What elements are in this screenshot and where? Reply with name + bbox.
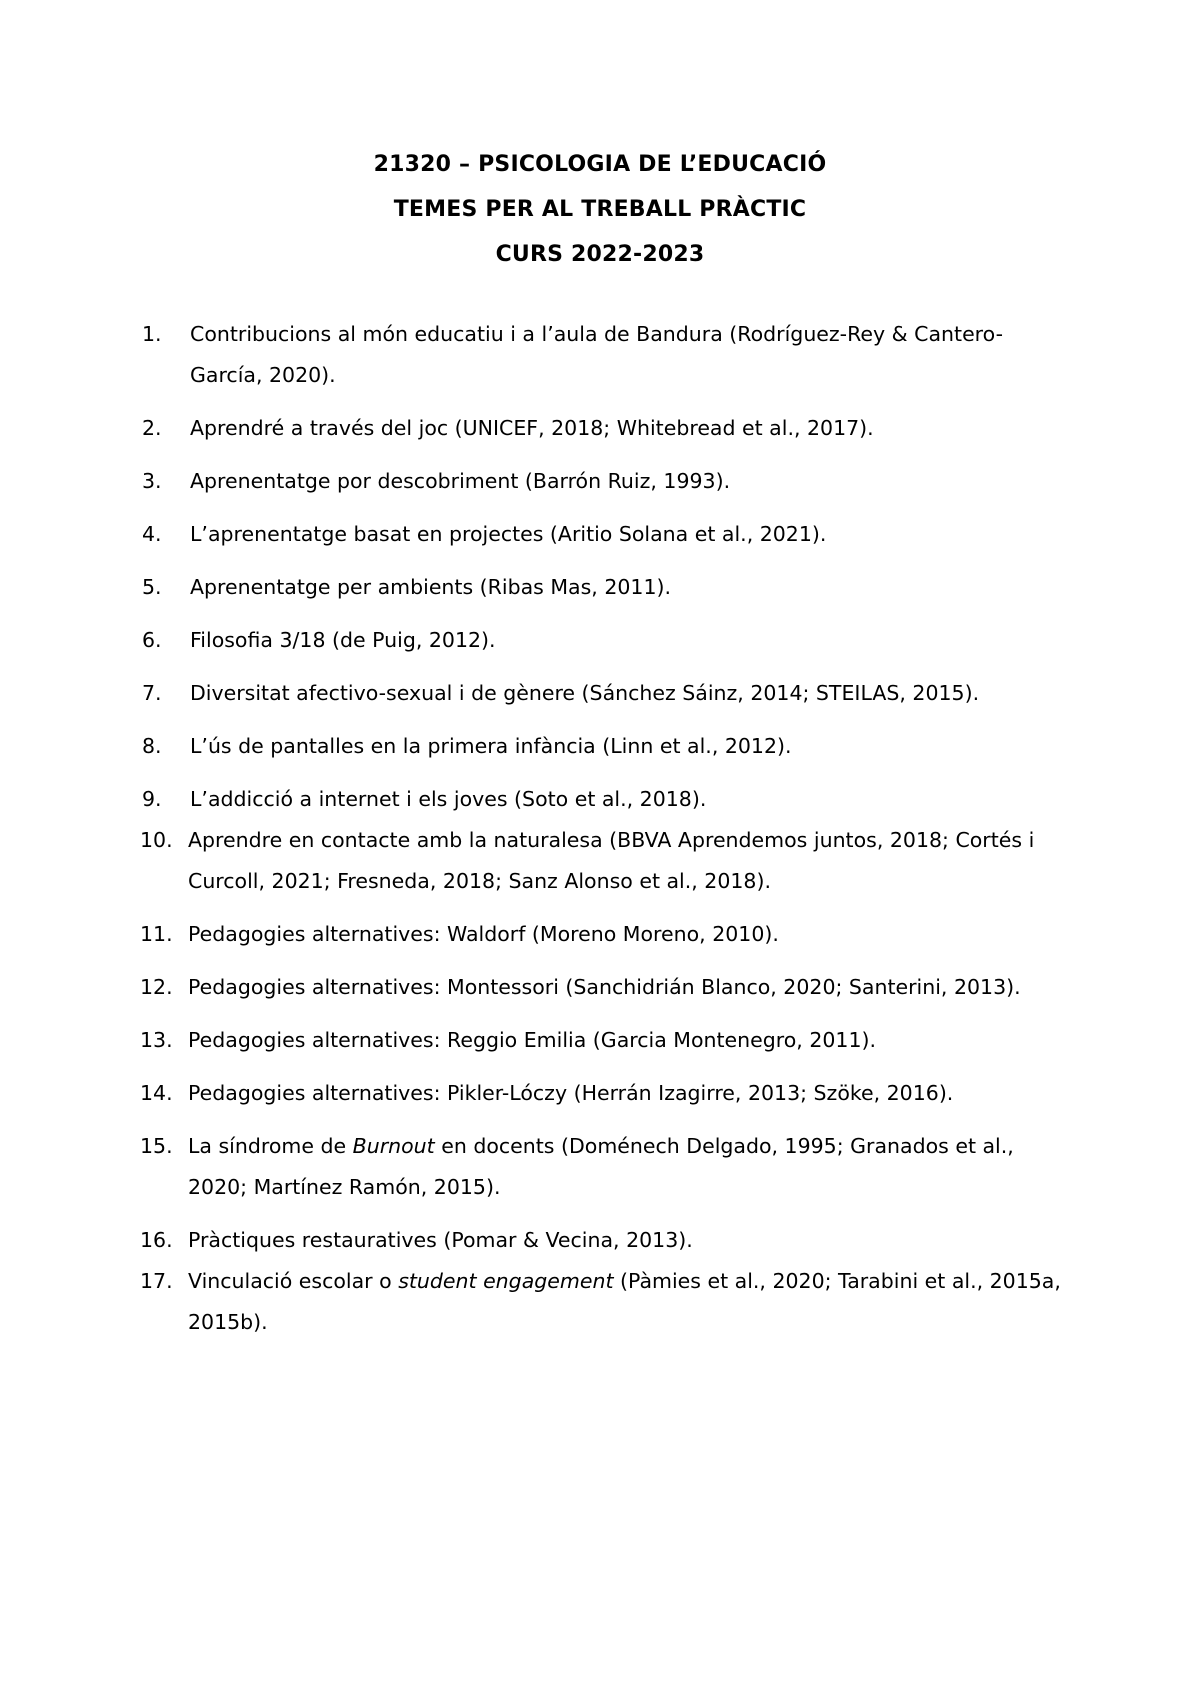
topic-number: 9.: [142, 787, 162, 811]
topic-text: Contribucions al món educatiu i a l’aula de Bandura (Rodríguez-Rey & Cantero-García, 2020).: [190, 322, 1003, 387]
topic-number: 4.: [142, 522, 162, 546]
topic-text-end: en docents (Doménech Delgado, 1995; Granados et al., 2020; Martínez Ramón, 2015).: [188, 1134, 1014, 1199]
topic-text: Pedagogies alternatives: Montessori (Sanchidrián Blanco, 2020; Santerini, 2013).: [188, 975, 1021, 999]
topic-text: Pedagogies alternatives: Waldorf (Moreno Moreno, 2010).: [188, 922, 779, 946]
document-subtitle: TEMES PER AL TREBALL PRÀCTIC: [393, 197, 807, 222]
topic-number: 11.: [140, 922, 173, 946]
topic-text-start: Vinculació escolar o: [188, 1269, 399, 1293]
topic-text: Aprendre en contacte amb la naturalesa (BBVA Aprendemos juntos, 2018; Cortés i Curcoll, 2021; Fresneda, 2018; Sanz Alonso et al., 2018).: [188, 828, 1035, 893]
topic-text: L’addicció a internet i els joves (Soto et al., 2018).: [190, 787, 707, 811]
topics-list: [142, 314, 1062, 1355]
topic-number: 17.: [140, 1269, 173, 1293]
topic-item-3: [142, 461, 1062, 502]
topic-number: 15.: [140, 1134, 173, 1158]
topic-item-4: [142, 514, 1062, 555]
topic-text-emphasis: Burnout: [352, 1134, 435, 1158]
topic-item-1: [142, 314, 1062, 396]
topic-number: 7.: [142, 681, 162, 705]
topic-number: 3.: [142, 469, 162, 493]
topic-item-14: [142, 1073, 1062, 1114]
topic-text-end: (Pàmies et al., 2020; Tarabini et al., 2015a, 2015b).: [188, 1269, 1061, 1334]
topic-text: Pedagogies alternatives: Pikler-Lóczy (Herrán Izagirre, 2013; Szöke, 2016).: [188, 1081, 954, 1105]
topic-text-emphasis: student engagement: [398, 1269, 614, 1293]
topic-item-11: [142, 914, 1062, 955]
topic-item-6: [142, 620, 1062, 661]
topic-text: L’ús de pantalles en la primera infància (Linn et al., 2012).: [190, 734, 792, 758]
topic-item-9: [142, 779, 1062, 820]
topic-item-13: [142, 1020, 1062, 1061]
topic-item-12: [142, 967, 1062, 1008]
topic-item-16: [142, 1220, 1062, 1261]
topic-item-8: [142, 726, 1062, 767]
topic-item-15: [142, 1126, 1062, 1208]
document-header: [0, 142, 1200, 277]
topic-number: 12.: [140, 975, 173, 999]
topic-number: 6.: [142, 628, 162, 652]
topic-number: 10.: [140, 828, 173, 852]
topic-number: 14.: [140, 1081, 173, 1105]
course-year: CURS 2022-2023: [495, 242, 705, 267]
topic-item-2: [142, 408, 1062, 449]
topic-number: 13.: [140, 1028, 173, 1052]
topic-item-5: [142, 567, 1062, 608]
topic-text: Filosofia 3/18 (de Puig, 2012).: [190, 628, 496, 652]
course-title: 21320 – PSICOLOGIA DE L’EDUCACIÓ: [373, 152, 827, 177]
topic-text: Aprendré a través del joc (UNICEF, 2018; Whitebread et al., 2017).: [190, 416, 874, 440]
topic-text: [188, 1134, 1014, 1199]
topic-item-17: [142, 1261, 1062, 1343]
topic-item-7: [142, 673, 1062, 714]
topic-text: Aprenentatge per ambients (Ribas Mas, 2011).: [190, 575, 672, 599]
topic-text: Diversitat afectivo-sexual i de gènere (Sánchez Sáinz, 2014; STEILAS, 2015).: [190, 681, 980, 705]
topic-number: 8.: [142, 734, 162, 758]
topic-text: L’aprenentatge basat en projectes (Aritio Solana et al., 2021).: [190, 522, 827, 546]
topic-item-10: [142, 820, 1062, 902]
topic-number: 16.: [140, 1228, 173, 1252]
topic-number: 5.: [142, 575, 162, 599]
topic-number: 2.: [142, 416, 162, 440]
topic-text-start: La síndrome de: [188, 1134, 353, 1158]
topic-number: 1.: [142, 322, 162, 346]
topic-text: Pràctiques restauratives (Pomar & Vecina, 2013).: [188, 1228, 693, 1252]
topic-text: [188, 1269, 1061, 1334]
topic-text: Aprenentatge por descobriment (Barrón Ruiz, 1993).: [190, 469, 731, 493]
topic-text: Pedagogies alternatives: Reggio Emilia (Garcia Montenegro, 2011).: [188, 1028, 877, 1052]
